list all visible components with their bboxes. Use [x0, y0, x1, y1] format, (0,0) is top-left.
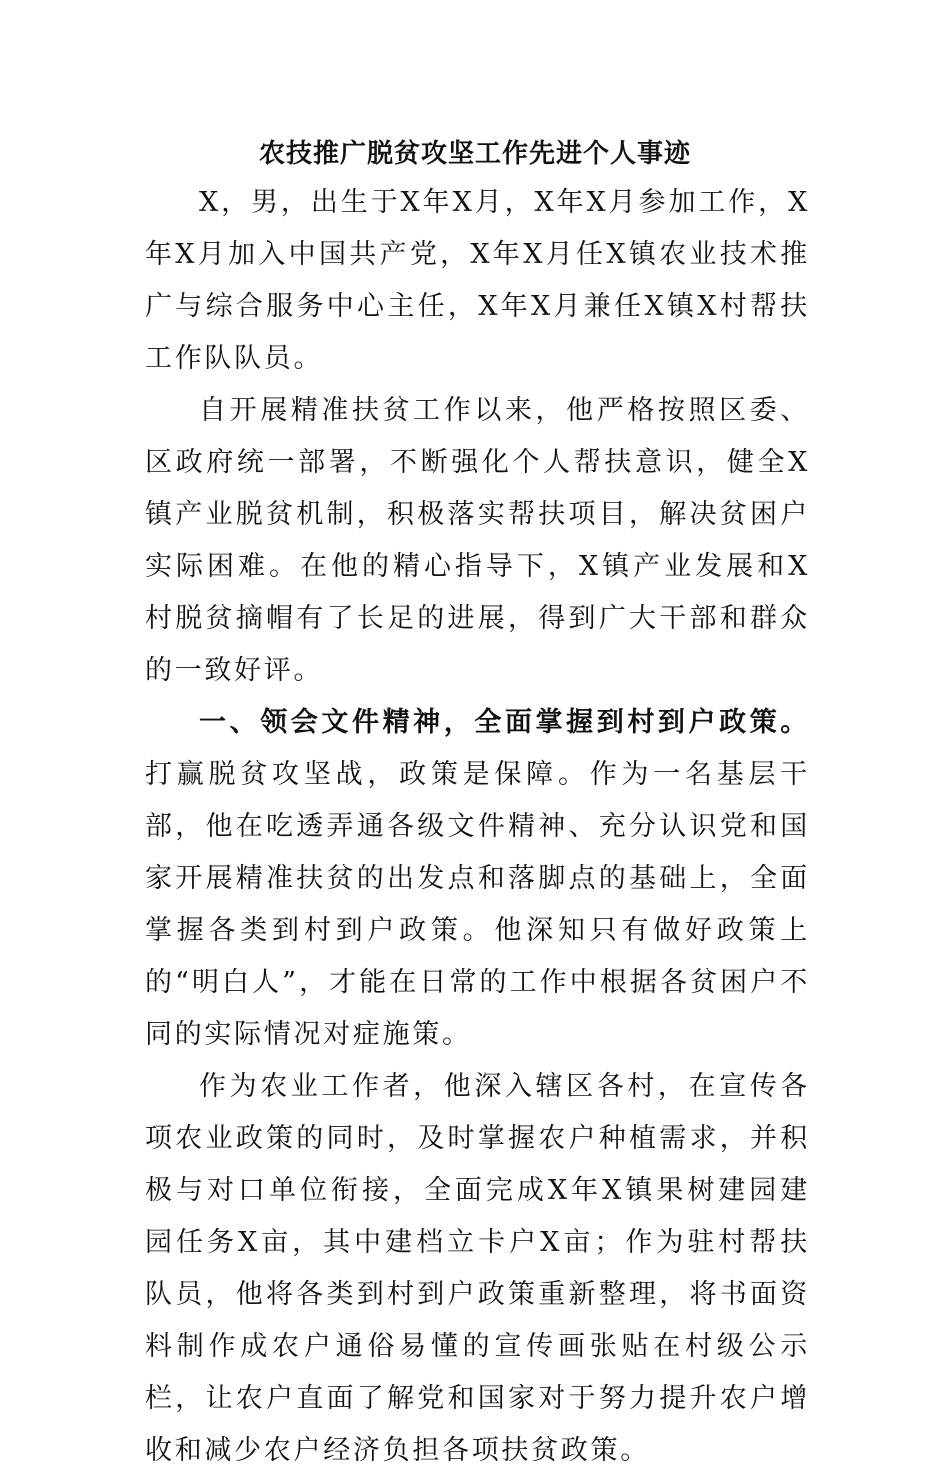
paragraph-section-one — [145, 697, 810, 1061]
document-title: 农技推广脱贫攻坚工作先进个人事迹 — [258, 139, 691, 169]
paragraph-text: 打赢脱贫攻坚战，政策是保障。作为一名基层干部，他在吃透弄通各级文件精神、充分认识党和国家开展精准扶贫的出发点和落脚点的基础上，全面掌握各类到村到户政策。他深知只有做好政策上的“明白人”，才能在日常的工作中根据各贫困户不同的实际情况对症施策。 — [145, 759, 810, 1050]
document-body — [145, 177, 810, 1477]
paragraph-agriculture-work — [145, 1061, 810, 1477]
paragraph-text: 作为农业工作者，他深入辖区各村，在宣传各项农业政策的同时，及时掌握农户种植需求，并积极与对口单位衔接，全面完成X年X镇果树建园建园任务X亩，其中建档立卡户X亩；作为驻村帮扶队员，他将各类到村到户政策重新整理，将书面资料制作成农户通俗易懂的宣传画张贴在村级公示栏，让农户直面了解党和国家对于努力提升农户增收和减少农户经济负担各项扶贫政策。 — [145, 1071, 810, 1466]
paragraph-overview — [145, 385, 810, 697]
paragraph-basic-info — [145, 177, 810, 385]
paragraph-text: X，男，出生于X年X月，X年X月参加工作，X年X月加入中国共产党，X年X月任X镇农业技术推广与综合服务中心主任，X年X月兼任X镇X村帮扶工作队队员。 — [145, 187, 810, 374]
section-heading: 一、领会文件精神，全面掌握到村到户政策。 — [199, 707, 810, 738]
paragraph-text: 自开展精准扶贫工作以来，他严格按照区委、区政府统一部署，不断强化个人帮扶意识，健全X镇产业脱贫机制，积极落实帮扶项目，解决贫困户实际困难。在他的精心指导下，X镇产业发展和X村脱贫摘帽有了长足的进展，得到广大干部和群众的一致好评。 — [145, 395, 810, 686]
